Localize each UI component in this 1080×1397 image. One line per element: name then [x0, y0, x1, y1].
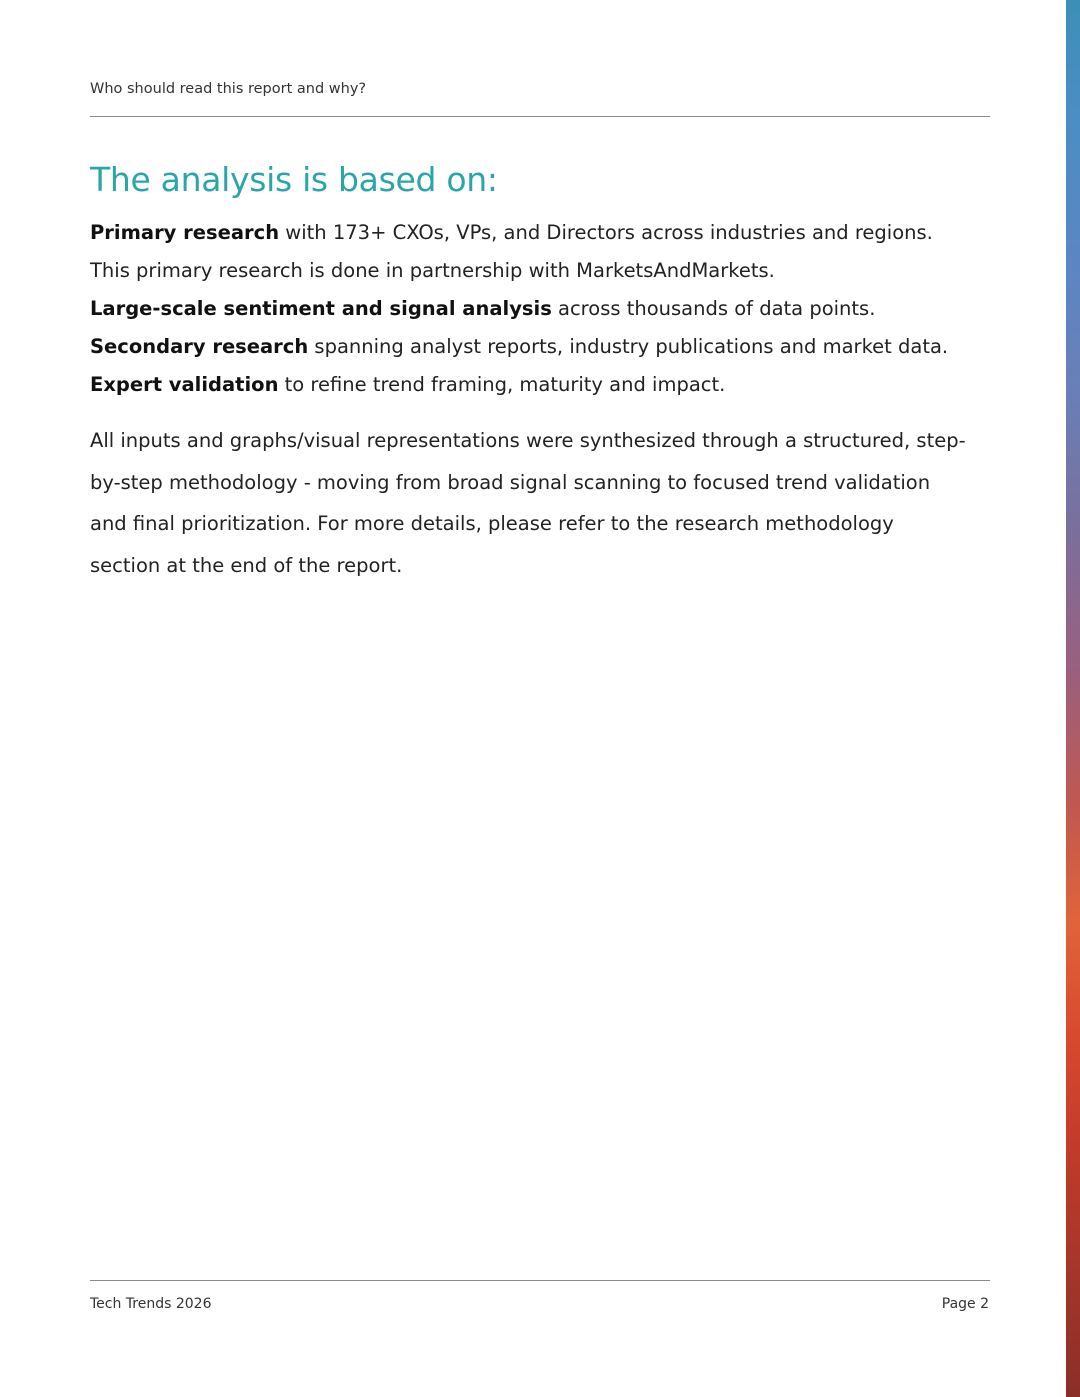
list-item-text: across thousands of data points.: [551, 297, 876, 320]
list-item-expert-validation: [90, 366, 970, 404]
running-header: Who should read this report and why?: [90, 81, 367, 97]
list-item-secondary-research: [90, 328, 970, 366]
report-name: Tech Trends 2026: [90, 1296, 212, 1312]
list-item-title: Expert validation: [90, 373, 279, 396]
footer-divider: [90, 1280, 990, 1281]
list-item-title: Secondary research: [90, 335, 309, 358]
list-item-text: with 173+ CXOs, VPs, and Directors across industries and regions. This primary research is done in partnership with MarketsAndMarkets.: [90, 221, 933, 282]
list-item-primary-research: [90, 214, 970, 290]
methodology-summary: All inputs and graphs/visual representations were synthesized through a structured, step-by-step methodology - moving from broad signal scanning to focused trend validation and final prioritization. For more details, please refer to the research methodology section at the end of the report.: [90, 429, 966, 577]
list-item-title: Primary research: [90, 221, 280, 244]
header-divider: [90, 116, 990, 117]
list-item-text: to refine trend framing, maturity and impact.: [278, 373, 726, 396]
list-item-sentiment-analysis: [90, 290, 970, 328]
list-item-text: spanning analyst reports, industry publications and market data.: [308, 335, 949, 358]
main-content: [90, 158, 970, 586]
page-number: Page 2: [941, 1296, 989, 1312]
analysis-basis-list: [90, 214, 970, 404]
decorative-edge-strip: [1066, 0, 1080, 1397]
page-heading: The analysis is based on:: [90, 160, 498, 199]
list-item-title: Large-scale sentiment and signal analysis: [90, 297, 552, 320]
